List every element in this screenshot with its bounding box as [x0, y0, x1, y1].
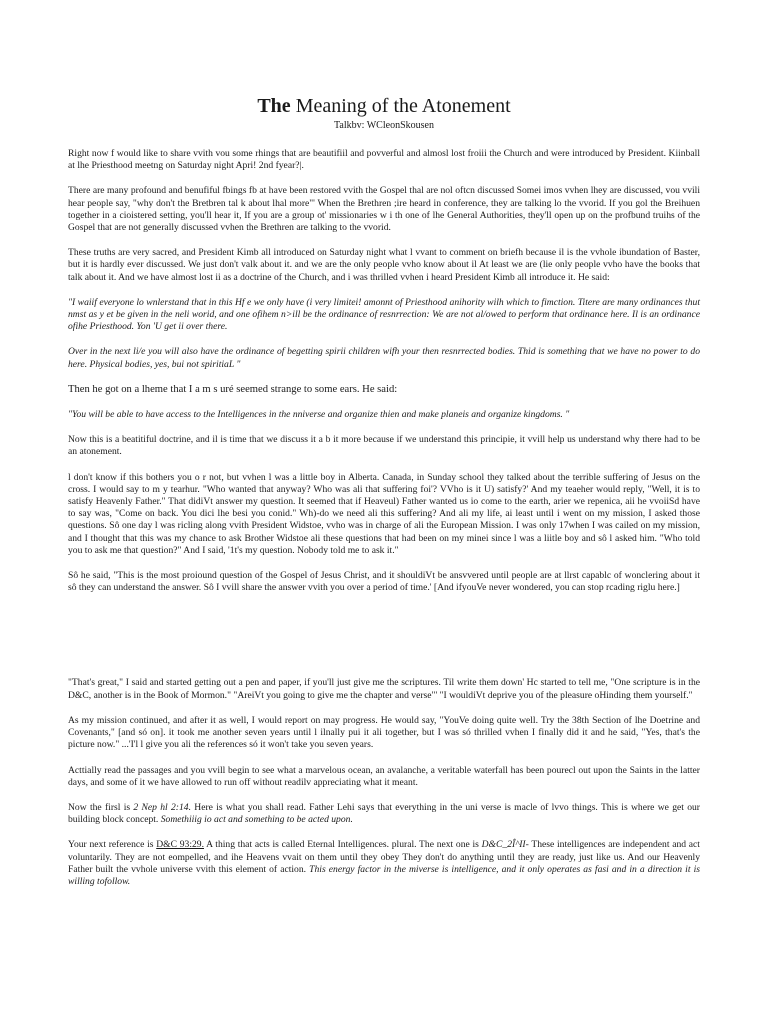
p12-text-b: A thing that acts is called Eternal Intelligences. plural. The next one is — [203, 839, 482, 851]
title-bold-word: The — [257, 95, 291, 117]
title-rest: Meaning of the Atonement — [290, 95, 511, 117]
paragraph-5: Now this is a beatitiful doctrine, and il is time that we discuss it a b it more because if we understand this principie, it vvill help us understand why there had to be an atonement. — [68, 434, 700, 458]
document-page — [68, 94, 700, 901]
paragraph-11 — [68, 802, 700, 826]
p11-emphasis: Somethiiig io act and something to be acted upon. — [160, 814, 353, 826]
paragraph-2: There are many profound and benufiful fbings fb at have been restored vvith the Gospel thal are nol oftcn discussed Somei imos vvhen lhey are discussed, vou vvili hear people say, "why don't the Bretbren tal k about lhal more"' When the Brethren ;ire heard in conference, they are talking lo the vvorid. If you gol the Breihuen together in a cioistered setting, you'll hear it, If you are a group ot' missionaries w i th one of lhe General Authorities, they'll open up on the profbund truihs of the Gospel that are not generally discussed vvhen the Brethren are talking to the vvorid. — [68, 185, 700, 234]
quote-3: "You will be able to have access to the Intelligences in the nniverse and organize thien and make planeis and organize kingdoms. " — [68, 409, 570, 421]
paragraph-4: Then he got on a lheme that I a m s uré seemed strange to some ears. He said: — [68, 383, 398, 395]
p12-text-a: Your next reference is — [68, 839, 157, 851]
quote-1: "I waiif everyone lo wnlerstand that in this Hf e we only have (i very limitei! amonnt of Priesthood anihority wilh which to fimction. Titere are many ordinances thut nmst as y et be given in the neli worid, and one ofihem n>ill be the ordinance of resnrrection: We are not al/owed to perform that ordinance here. Il is an ordinance ofihe Priesthood. Yon 'U get ii over there. — [68, 296, 700, 333]
p12-reference-1: D&C 93:29. — [156, 839, 204, 851]
blank-gap — [68, 607, 700, 677]
byline: Talkbv: WCleonSkousen — [334, 120, 434, 131]
p11-text-a: Now the firsl is — [68, 801, 134, 813]
p11-text-b: Here is what you shall read. Father Lehi says that everything in the uni verse is macle of lvvo things. This is where we get our building block concept. — [68, 801, 700, 826]
paragraph-8: "That's great," I said and started getting out a pen and paper, if you'll just give me the scriptures. Til write them down' Hc started to tell me, "One scripture is in the D&C, another is in the Book of Mormon." "AreiVt you going to give me the chapter and verse"' "I wouldiVt deprive you of the pleasure oHinding them yourself." — [68, 677, 700, 701]
paragraph-1: Right now f would like to share vvith vou some rhings that are beautifiil and povverful and almosl lost froiii the Church and were introduced by President. Kiinball at lhe Priesthood meetng on Saturday night Apri! 2nd fyear?|. — [68, 148, 700, 172]
paragraph-9: As my mission continued, and after it as well, I would report on may progress. He would say, "YouVe doing quite well. Try the 38th Section of lhe Doetrine and Covenants," [and só on]. it took me another seven years until l ilnally pui it ali together, but I was só thrilled vvhen I finally did it and he said, "Yes, that's the picture now." ...'I'l l give you ali the references só it won't take you seven years. — [68, 714, 700, 751]
p12-reference-2: D&C_2Î^II- — [481, 839, 529, 851]
p12-text-c: These intelligences are independent and act voluntarily. They are not eompelled, and ihe Heavens vvait on them until they obey They don't do anything until they are ready, just like us. And our Heavenly Father built the vvhole universe vvith this element of action. — [68, 839, 700, 875]
quote-2: Over in the next li/e you will also have the ordinance of begetting spirii children wifh your then resnrrected bodies. Thid is something that we have no power to do here. Physical bodies, yes, bui not spiritiaL " — [68, 346, 700, 370]
paragraph-6: l don't know if this bothers you o r not, but vvhen l was a little boy in Alberta. Canada, in Sunday school they talked about the terrible suffering of Jesus on the cross. I would say to m y tearhur. "Who wanted that anyway? Who was ali that suffering foi'? VVho is it U) satisfy?' And my teaeher would reply, "Well, it is to satisfy Heavenly Father." That didiVt answer my question. It seemed that if Heaveul) Father wanted us io come to the earth, arier we repenica, aii he vvoiiSd have to say was, "Come on back. You dici lhe besi you conid." Wh)-do we need ali this suffering? And ali my life, ai least until i went on my mission, I asked those questions. Sô one day l was ricling along vvith President Widstoe, vvho was in charge of ali the European Mission. I was only 17when I was cailed on my mission, and I thought that this was my chance to ask Brother Widstoe ali these questions that had been on my minei since l was a liitle boy and sô l asked him. "Who told you to ask me that question?" And I said, '1t's my question. Nobody told me to ask it." — [68, 471, 700, 556]
paragraph-12 — [68, 839, 700, 888]
p11-reference: 2 Nep hl 2:14. — [133, 801, 191, 813]
p12-emphasis: This energy factor in the miverse is intelligence, and it only operates as fasi and in a direction it is willing tofollow. — [68, 863, 700, 887]
document-title — [68, 94, 700, 118]
paragraph-7: Sô he said, "This is the most proiound question of the Gospel of Jesus Christ, and it shouldiVt be ansvvered until people are at llrst capablc of wonclering about it sô they can understand the answer. Sô I vvill share the answer vvith you over a period of time.' [And ifyouVe never wondered, you can stop rcading riglu here.] — [68, 570, 700, 594]
paragraph-10: Acttially read the passages and you vvill begin to see what a marvelous ocean, an avalanche, a veritable waterfall has been pourecl out upon the Saints in the latter days, and some of it we have allowed to run off without readilv appreciating what it meant. — [68, 764, 700, 788]
paragraph-3: These truths are very sacred, and President Kimb all introduced on Saturday night what l vvant to comment on briefh because il is the vvhole ibundation of Baster, but it is hardly ever discussed. We just don't valk about it. and we are the only people vvho know about il At least we are (lie only people vvho have the books that talk about it. And we have almost lost ii as a doctrine of the Church, and i was thrilled vvhen i heard President Kimb all introduce it. He said: — [68, 247, 700, 283]
